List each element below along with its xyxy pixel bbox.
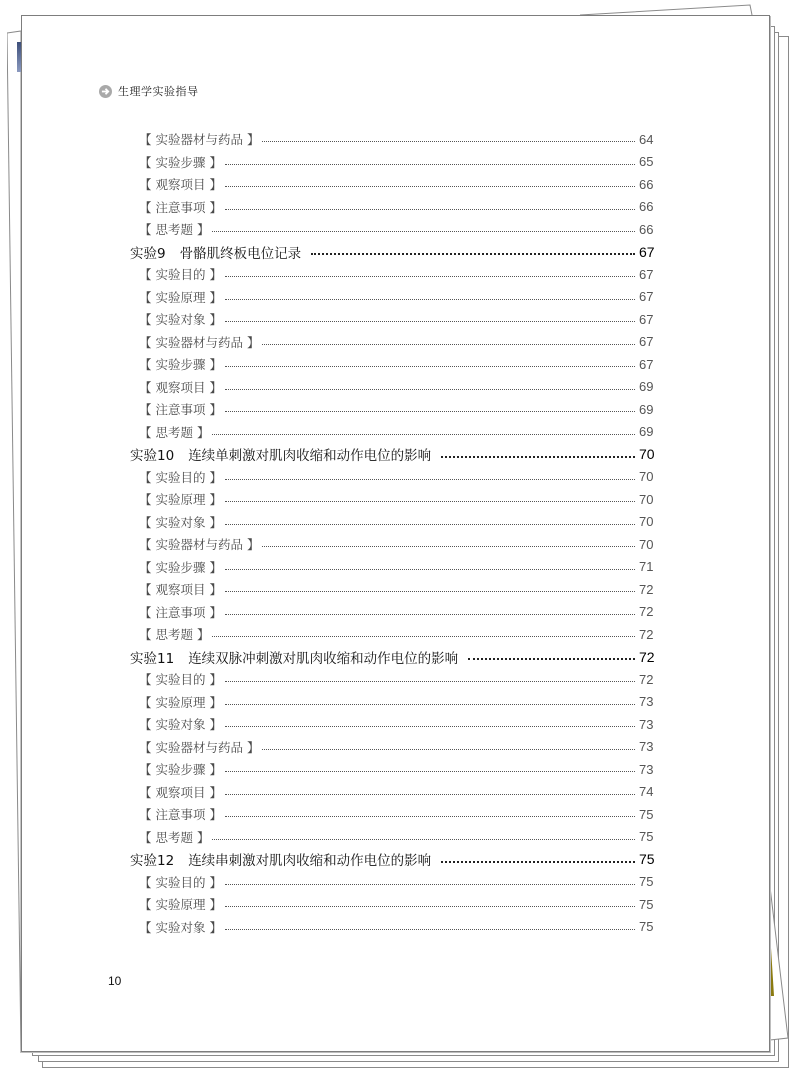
- toc-section-entry[interactable]: [22, 353, 771, 375]
- book-title: 生理学实验指导: [118, 85, 199, 98]
- toc-page-number: 72: [639, 626, 654, 642]
- toc-section-entry[interactable]: [22, 803, 771, 825]
- toc-page-number: 67: [639, 266, 654, 282]
- dot-leader: [225, 523, 635, 525]
- toc-section-entry[interactable]: [22, 893, 771, 915]
- dot-leader: [262, 140, 635, 142]
- dot-leader: [225, 185, 635, 187]
- dot-leader: [225, 365, 635, 367]
- toc-page-number: 75: [639, 806, 654, 822]
- toc-entry-label: 【 实验器材与药品 】: [139, 739, 260, 755]
- chapter-title: 连续双脉冲刺激对肌肉收缩和动作电位的影响: [188, 650, 459, 667]
- toc-page-number: 75: [639, 851, 655, 867]
- toc-section-entry[interactable]: [22, 376, 771, 398]
- dot-leader: [262, 545, 635, 547]
- chapter-number: 实验12: [130, 853, 175, 869]
- dot-leader: [225, 883, 635, 885]
- dot-leader: [225, 568, 635, 570]
- toc-section-entry[interactable]: [22, 556, 771, 578]
- dot-leader: [225, 298, 635, 300]
- arrow-right-circle-icon: [99, 85, 112, 98]
- toc-entry-label: 【 实验对象 】: [139, 717, 222, 732]
- toc-page-number: 70: [639, 491, 654, 507]
- dot-leader: [225, 703, 635, 705]
- toc-page-number: 75: [639, 919, 654, 934]
- toc-entry-label: 【 实验目的 】: [139, 267, 222, 282]
- dot-leader: [225, 815, 635, 817]
- toc-section-entry[interactable]: [22, 331, 771, 353]
- toc-entry-label: 【 实验对象 】: [139, 919, 222, 935]
- toc-entry-label: 【 注意事项 】: [139, 402, 222, 417]
- toc-page-number: 65: [639, 154, 654, 169]
- toc-section-entry[interactable]: [22, 601, 771, 623]
- toc-page-number: 72: [639, 671, 654, 687]
- toc-entry-label: 【 实验原理 】: [139, 492, 222, 507]
- toc-entry-label: 【 实验对象 】: [139, 312, 222, 327]
- chapter-number: 实验10: [130, 448, 175, 464]
- toc-entry-label: 【 注意事项 】: [139, 199, 222, 215]
- dot-leader: [311, 252, 635, 255]
- toc-page-number: 73: [639, 716, 654, 732]
- dot-leader: [225, 928, 635, 930]
- dot-leader: [225, 613, 635, 615]
- toc-section-entry[interactable]: [22, 421, 771, 443]
- dot-leader: [225, 163, 635, 165]
- toc-entry-label: 【 观察项目 】: [139, 379, 222, 395]
- dot-leader: [212, 230, 635, 232]
- toc-page-number: 67: [639, 356, 654, 372]
- toc-section-entry[interactable]: [22, 916, 771, 938]
- toc-page-number: 73: [639, 694, 654, 709]
- toc-page-number: 69: [639, 401, 654, 417]
- dot-leader: [225, 410, 635, 412]
- dot-leader: [441, 860, 635, 863]
- toc-entry-label: 【 注意事项 】: [139, 807, 222, 822]
- dot-leader: [262, 748, 635, 750]
- toc-page-number: 70: [639, 469, 654, 484]
- chapter-title: 骨骼肌终板电位记录: [179, 245, 302, 262]
- toc-page-number: 71: [639, 559, 654, 574]
- running-header: [99, 83, 199, 99]
- toc-page-number: 72: [639, 648, 655, 665]
- toc-section-entry[interactable]: [22, 826, 771, 848]
- toc-page-number: 75: [639, 874, 654, 889]
- dot-leader: [212, 433, 635, 435]
- toc-page-number: 70: [639, 536, 654, 552]
- dot-leader: [225, 725, 635, 727]
- toc-entry-label: [130, 242, 301, 262]
- toc-entry-label: 【 实验目的 】: [139, 469, 222, 485]
- toc-section-entry[interactable]: [22, 466, 771, 488]
- toc-entry-label: 【 实验目的 】: [139, 672, 222, 687]
- toc-entry-label: 【 实验目的 】: [139, 874, 222, 890]
- dot-leader: [225, 275, 635, 277]
- toc-chapter-entry[interactable]: [22, 848, 771, 870]
- dot-leader: [225, 320, 635, 322]
- toc-entry-label: 【 思考题 】: [139, 627, 210, 642]
- toc-entry-label: 【 实验对象 】: [139, 514, 222, 530]
- toc-page-number: 66: [639, 221, 654, 237]
- toc-section-entry[interactable]: [22, 668, 771, 690]
- toc-entry-label: 【 实验步骤 】: [139, 762, 222, 777]
- toc-page-number: 66: [639, 199, 654, 214]
- page-number: 10: [108, 974, 122, 988]
- dot-leader: [441, 455, 635, 458]
- toc-page-number: 66: [639, 176, 654, 192]
- chapter-title: 连续单刺激对肌肉收缩和动作电位的影响: [188, 448, 432, 464]
- toc-page-number: 70: [639, 514, 654, 529]
- dot-leader: [212, 635, 635, 637]
- toc-page-number: 75: [639, 829, 654, 844]
- dot-leader: [225, 680, 635, 682]
- dot-leader: [225, 770, 635, 772]
- toc-entry-label: 【 实验器材与药品 】: [139, 132, 260, 147]
- dot-leader: [225, 478, 635, 480]
- dot-leader: [225, 793, 635, 795]
- toc-section-entry[interactable]: [22, 781, 771, 803]
- toc-page-number: 72: [639, 604, 654, 619]
- dot-leader: [225, 590, 635, 592]
- toc-page-number: 74: [639, 784, 654, 799]
- toc-entry-label: 【 实验原理 】: [139, 897, 222, 912]
- book-page: [21, 15, 770, 1052]
- toc-page-number: 67: [639, 289, 654, 304]
- toc-section-entry[interactable]: [22, 128, 771, 150]
- toc-entry-label: [130, 849, 431, 869]
- toc-section-entry[interactable]: [22, 488, 771, 510]
- toc-page-number: 69: [639, 424, 654, 439]
- toc-page-number: 72: [639, 581, 654, 597]
- toc-entry-label: 【 实验器材与药品 】: [139, 537, 260, 552]
- toc-section-entry[interactable]: [22, 173, 771, 195]
- toc-entry-label: 【 观察项目 】: [139, 784, 222, 800]
- toc-section-entry[interactable]: [22, 286, 771, 308]
- toc-section-entry[interactable]: [22, 736, 771, 758]
- toc-entry-label: 【 实验原理 】: [139, 694, 222, 710]
- toc-chapter-entry[interactable]: [22, 646, 771, 668]
- toc-section-entry[interactable]: [22, 263, 771, 285]
- toc-entry-label: [130, 647, 458, 667]
- toc-entry-label: 【 实验器材与药品 】: [139, 334, 260, 350]
- dot-leader: [468, 657, 635, 660]
- toc-section-entry[interactable]: [22, 713, 771, 735]
- chapter-number: 实验9: [130, 245, 166, 262]
- toc-section-entry[interactable]: [22, 691, 771, 713]
- toc-page-number: 75: [639, 896, 654, 912]
- toc-entry-label: [130, 444, 431, 464]
- toc-page-number: 69: [639, 379, 654, 394]
- toc-chapter-entry[interactable]: [22, 443, 771, 465]
- dot-leader: [262, 343, 635, 345]
- toc-entry-label: 【 实验步骤 】: [139, 559, 222, 575]
- dot-leader: [225, 208, 635, 210]
- dot-leader: [225, 905, 635, 907]
- toc-section-entry[interactable]: [22, 196, 771, 218]
- toc-entry-label: 【 实验步骤 】: [139, 154, 222, 170]
- toc-section-entry[interactable]: [22, 151, 771, 173]
- toc-section-entry[interactable]: [22, 308, 771, 330]
- toc-page-number: 64: [639, 131, 654, 147]
- toc-page-number: 67: [639, 311, 654, 327]
- toc-section-entry[interactable]: [22, 398, 771, 420]
- toc-entry-label: 【 注意事项 】: [139, 604, 222, 620]
- toc-page-number: 67: [639, 334, 654, 349]
- toc-entry-label: 【 思考题 】: [139, 424, 210, 440]
- toc-entry-label: 【 实验步骤 】: [139, 357, 222, 372]
- toc-entry-label: 【 观察项目 】: [139, 177, 222, 192]
- toc-entry-label: 【 思考题 】: [139, 829, 210, 845]
- toc-section-entry[interactable]: [22, 218, 771, 240]
- toc-section-entry[interactable]: [22, 758, 771, 780]
- chapter-title: 连续串刺激对肌肉收缩和动作电位的影响: [188, 853, 432, 869]
- dot-leader: [225, 388, 635, 390]
- toc-section-entry[interactable]: [22, 511, 771, 533]
- toc-entry-label: 【 实验原理 】: [139, 289, 222, 305]
- toc-entry-label: 【 观察项目 】: [139, 582, 222, 597]
- toc-page-number: 70: [639, 446, 655, 462]
- toc-chapter-entry[interactable]: [22, 241, 771, 263]
- toc-section-entry[interactable]: [22, 578, 771, 600]
- toc-page-number: 73: [639, 739, 654, 754]
- chapter-number: 实验11: [130, 650, 175, 667]
- toc-entry-label: 【 思考题 】: [139, 222, 210, 237]
- dot-leader: [212, 838, 635, 840]
- toc-section-entry[interactable]: [22, 871, 771, 893]
- toc-page-number: 73: [639, 761, 654, 777]
- toc-page-number: 67: [639, 243, 655, 260]
- toc-section-entry[interactable]: [22, 533, 771, 555]
- toc-section-entry[interactable]: [22, 623, 771, 645]
- dot-leader: [225, 500, 635, 502]
